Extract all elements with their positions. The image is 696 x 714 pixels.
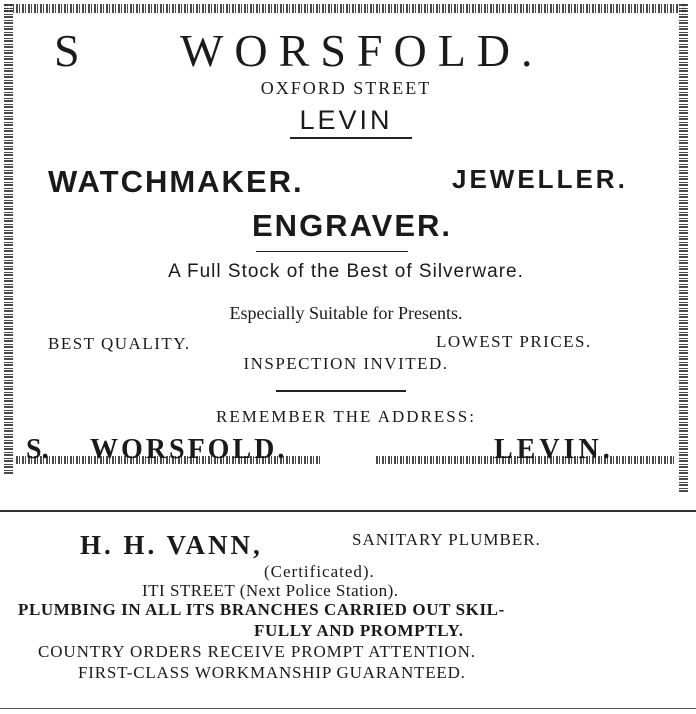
divider-rule bbox=[256, 251, 408, 252]
advertiser-surname: WORSFOLD. bbox=[180, 25, 544, 76]
inspection-text: INSPECTION INVITED. bbox=[243, 354, 449, 373]
vann-certified: (Certificated). bbox=[264, 562, 375, 581]
advertiser-initial: S bbox=[54, 25, 82, 76]
vann-street: ITI STREET (Next Police Station). bbox=[142, 581, 399, 600]
bottom-rule bbox=[0, 708, 696, 709]
address-town: LEVIN. bbox=[494, 434, 614, 465]
worsfold-advertisement bbox=[4, 4, 688, 492]
vann-name: H. H. VANN, bbox=[80, 530, 263, 560]
street-address: OXFORD STREET bbox=[260, 78, 432, 98]
trade-watchmaker: WATCHMAKER. bbox=[48, 164, 304, 199]
address-initial: S. bbox=[26, 434, 49, 465]
ornamental-border-left bbox=[4, 4, 13, 474]
divider-rule bbox=[276, 390, 406, 392]
divider-rule bbox=[290, 137, 412, 139]
lowest-prices-text: LOWEST PRICES. bbox=[436, 332, 592, 351]
stock-line: A Full Stock of the Best of Silverware. bbox=[168, 261, 524, 282]
trade-jeweller: JEWELLER. bbox=[452, 164, 628, 194]
vann-country-orders: COUNTRY ORDERS RECEIVE PROMPT ATTENTION. bbox=[38, 642, 476, 661]
best-quality-text: BEST QUALITY. bbox=[48, 334, 191, 353]
town-name: LEVIN bbox=[299, 105, 393, 135]
trade-engraver: ENGRAVER. bbox=[252, 208, 453, 243]
vann-plumbing-line-1: PLUMBING IN ALL ITS BRANCHES CARRIED OUT SKIL- bbox=[18, 600, 505, 619]
vann-plumbing-line-2: FULLY AND PROMPTLY. bbox=[254, 621, 464, 640]
presents-line: Especially Suitable for Presents. bbox=[229, 303, 463, 323]
address-name: WORSFOLD. bbox=[90, 434, 288, 465]
vann-workmanship: FIRST-CLASS WORKMANSHIP GUARANTEED. bbox=[78, 663, 466, 682]
vann-trade: SANITARY PLUMBER. bbox=[352, 530, 541, 549]
ornamental-border-top bbox=[4, 4, 688, 13]
remember-address-text: REMEMBER THE ADDRESS: bbox=[216, 407, 476, 426]
advert-separator bbox=[0, 510, 696, 512]
